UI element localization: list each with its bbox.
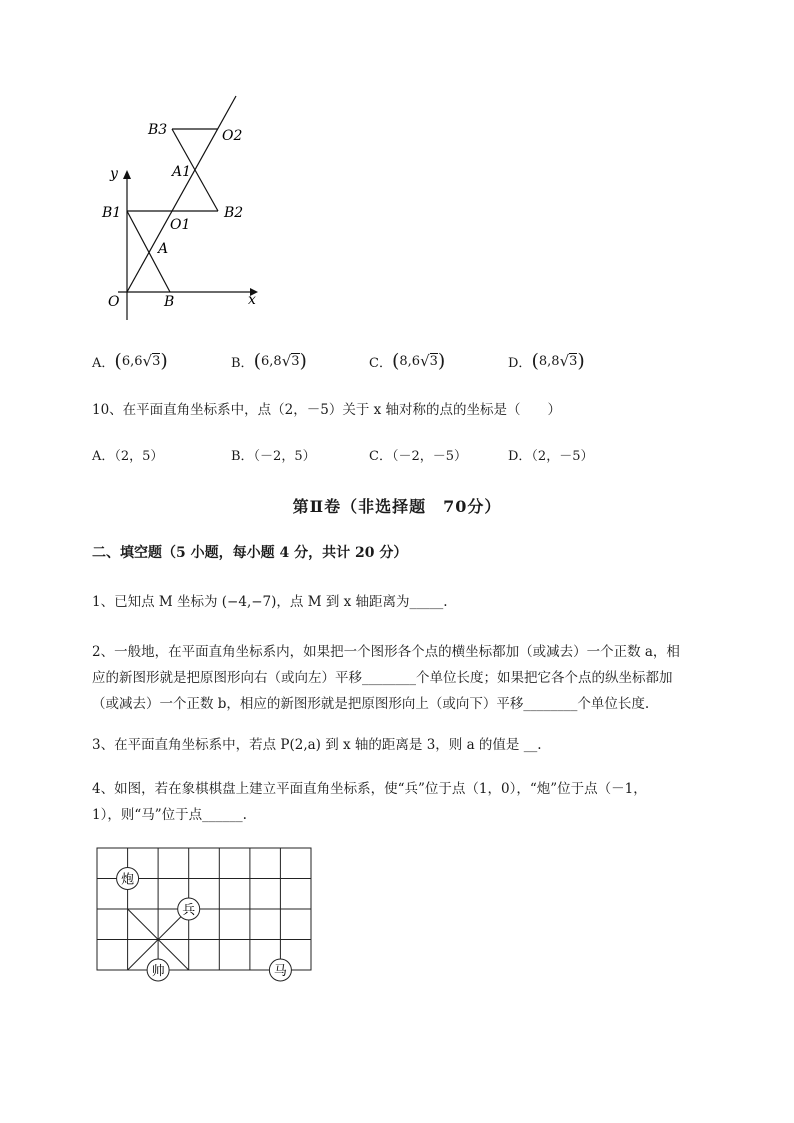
option-paren-close: ) xyxy=(577,350,585,372)
label-o: O xyxy=(108,294,120,310)
option-root: 3 xyxy=(569,354,578,369)
option-paren-close: ) xyxy=(160,350,168,372)
q9-options xyxy=(92,350,692,374)
label-b2: B2 xyxy=(224,205,244,221)
option-value-a: 8 xyxy=(538,353,548,369)
fill-q4-line1: 4、如图，若在象棋棋盘上建立平面直角坐标系，使“兵”位于点（1，0），“炮”位于点（－1， xyxy=(92,781,647,797)
q10-option-b[interactable]: B．（－2，5） xyxy=(231,449,316,464)
piece-shuai[interactable] xyxy=(147,959,169,981)
chess-board-figure xyxy=(90,842,320,987)
fill-q4-line2: 1），则“马”位于点______. xyxy=(92,807,247,823)
option-root: 3 xyxy=(152,354,161,369)
fill-q3: 3、在平面直角坐标系中，若点 P(2,a) 到 x 轴的距离是 3，则 a 的值是 __. xyxy=(92,737,542,753)
piece-shuai-label: 帅 xyxy=(151,964,165,979)
fill-q2-line2: 应的新图形就是把原图形向右（或向左）平移________个单位长度；如果把它各个点的纵坐标都加 xyxy=(92,670,673,686)
option-letter: C． xyxy=(369,355,392,371)
piece-pao[interactable] xyxy=(117,868,139,890)
option-value-a: 6 xyxy=(121,353,131,369)
fill-q1: 1、已知点 M 坐标为 (−4,−7)，点 M 到 x 轴距离为_____. xyxy=(92,594,448,610)
option-root: 3 xyxy=(291,354,300,369)
label-a1: A1 xyxy=(172,164,192,180)
label-x: x xyxy=(248,292,256,308)
label-b3: B3 xyxy=(148,122,168,138)
label-a: A xyxy=(158,241,169,257)
option-comma: , xyxy=(547,353,552,369)
geometry-figure xyxy=(90,90,280,330)
section2-heading: 二、填空题（5 小题，每小题 4 分，共计 20 分） xyxy=(92,545,408,561)
option-value-a: 8 xyxy=(399,353,408,369)
label-o1: O1 xyxy=(170,217,191,233)
option-root: 3 xyxy=(429,354,438,369)
label-o2: O2 xyxy=(222,128,243,144)
option-value-b: 8 xyxy=(273,353,282,369)
option-paren-open: ( xyxy=(253,350,261,372)
q10-stem: 10、在平面直角坐标系中，点（2，－5）关于 x 轴对称的点的坐标是（ ） xyxy=(92,402,562,418)
q9-option-d[interactable] xyxy=(508,350,585,372)
label-b: B xyxy=(164,294,175,310)
fill-q2-line3: （或减去）一个正数 b，相应的新图形就是把原图形向上（或向下）平移________个单位长度. xyxy=(92,696,650,712)
label-b1: B1 xyxy=(102,205,122,221)
option-comma: , xyxy=(130,353,135,369)
sqrt-icon: √ xyxy=(420,352,430,370)
y-axis-arrow xyxy=(123,170,131,179)
board-grid xyxy=(97,848,311,970)
sqrt-icon: √ xyxy=(281,352,292,370)
option-value-b: 8 xyxy=(551,353,560,369)
option-value-a: 6 xyxy=(260,353,270,369)
option-paren-close: ) xyxy=(437,350,446,372)
q9-option-a[interactable] xyxy=(92,350,168,372)
option-letter: A． xyxy=(92,355,115,371)
q10-option-a[interactable]: A．（2，5） xyxy=(92,449,164,464)
option-value-b: 6 xyxy=(411,353,421,369)
q10-option-d[interactable]: D．（2，－5） xyxy=(508,449,594,464)
piece-ma-label: 马 xyxy=(273,964,287,979)
piece-ma[interactable] xyxy=(269,959,291,981)
piece-bing-label: 兵 xyxy=(182,903,196,918)
label-y: y xyxy=(110,166,118,182)
q9-option-b[interactable] xyxy=(231,350,307,372)
option-paren-close: ) xyxy=(299,350,307,372)
q9-option-c[interactable] xyxy=(369,350,445,372)
q10-option-c[interactable]: C．（－2，－5） xyxy=(369,449,467,464)
option-letter: B． xyxy=(231,355,254,371)
option-comma: , xyxy=(407,353,412,369)
sqrt-icon: √ xyxy=(142,352,153,370)
option-value-b: 6 xyxy=(134,353,143,369)
diagonal-line xyxy=(127,96,236,292)
option-comma: , xyxy=(269,353,274,369)
option-paren-open: ( xyxy=(114,350,122,372)
sqrt-icon: √ xyxy=(559,352,570,370)
part2-title: 第Ⅱ卷（非选择题 70分） xyxy=(292,497,502,516)
option-paren-open: ( xyxy=(531,350,539,372)
option-paren-open: ( xyxy=(391,350,400,372)
fill-q2-line1: 2、一般地，在平面直角坐标系内，如果把一个图形各个点的横坐标都加（或减去）一个正数 a，相 xyxy=(92,644,680,660)
option-letter: D． xyxy=(508,355,532,371)
piece-bing[interactable] xyxy=(178,898,200,920)
piece-pao-label: 炮 xyxy=(121,872,135,888)
